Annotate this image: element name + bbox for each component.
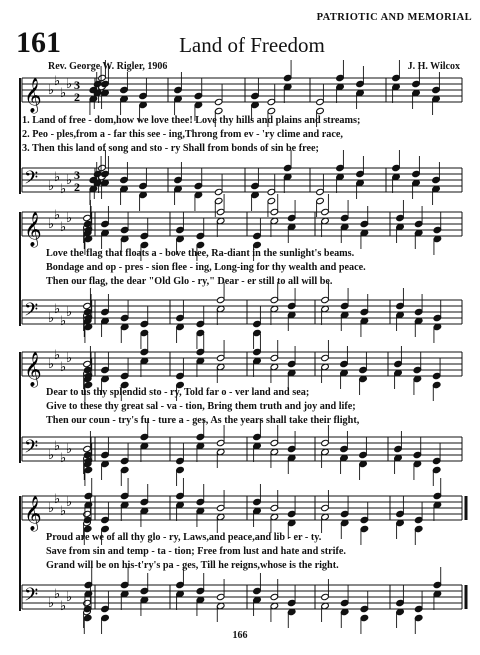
bass-clef-icon: 𝄢 [24, 437, 39, 462]
flat-icon: ♭ [54, 74, 61, 89]
time-signature-digit: 3 [74, 78, 80, 92]
lyric-line [0, 142, 480, 156]
bass-clef-icon: 𝄢 [24, 300, 39, 325]
flat-icon: ♭ [60, 314, 67, 329]
flat-icon: ♭ [48, 217, 55, 232]
lyric-text: Proud are we of all thy glo - ry, Laws,and peace,and lib - er - ty. [46, 532, 322, 543]
flat-icon: ♭ [60, 360, 67, 375]
composer-credit: J. H. Wilcox [407, 61, 460, 72]
flat-icon: ♭ [60, 86, 67, 101]
flat-icon: ♭ [48, 501, 55, 516]
lyric-text: Love the flag that floats a - bove thee, Ra-diant in the sunlight's beams. [46, 248, 355, 259]
page-number: 166 [232, 630, 248, 641]
flat-icon: ♭ [48, 596, 55, 611]
flat-icon: ♭ [60, 182, 67, 197]
lyric-line [0, 545, 480, 559]
flat-icon: ♭ [66, 351, 73, 366]
flat-icon: ♭ [66, 495, 73, 510]
flat-icon: ♭ [66, 77, 73, 92]
flat-icon: ♭ [48, 448, 55, 463]
lyric-text: Then our coun - try's fu - ture a - ges, As the years shall take their flight, [46, 415, 360, 426]
lyric-text: Dear to us thy splendid sto - ry, Told far o - ver land and sea; [46, 387, 310, 398]
flat-icon: ♭ [66, 211, 73, 226]
section-header: PATRIOTIC AND MEMORIAL [316, 12, 472, 23]
time-signature-digit: 2 [74, 180, 80, 194]
lyric-line [0, 128, 480, 142]
lyric-text: Save from sin and temp - ta - tion; Free from lust and hate and strife. [46, 546, 346, 557]
lyric-line [0, 386, 480, 400]
flat-icon: ♭ [48, 83, 55, 98]
lyric-text: 2. Peo - ples,from a - far this see - ing,Throng from ev - 'ry clime and race, [22, 129, 343, 140]
lyric-line [0, 247, 480, 261]
lyric-text: 3. Then this land of song and sto - ry Shall from bonds of sin be free; [22, 143, 319, 154]
lyric-line [0, 261, 480, 275]
flat-icon: ♭ [60, 599, 67, 614]
time-signature-digit: 3 [74, 168, 80, 182]
flat-icon: ♭ [54, 348, 61, 363]
lyric-text: 1. Land of free - dom,how we love thee! Love thy hills and plains and streams; [22, 115, 361, 126]
flat-icon: ♭ [54, 170, 61, 185]
lyric-line [0, 531, 480, 545]
treble-clef-icon: 𝄞 [24, 212, 42, 247]
flat-icon: ♭ [66, 442, 73, 457]
bass-clef-icon: 𝄢 [24, 168, 39, 193]
lyric-text: Bondage and op - pres - sion flee - ing, Long-ing for thy wealth and peace. [46, 262, 366, 273]
lyric-line [0, 400, 480, 414]
flat-icon: ♭ [54, 492, 61, 507]
treble-clef-icon: 𝄞 [24, 352, 42, 387]
flat-icon: ♭ [66, 173, 73, 188]
flat-icon: ♭ [66, 305, 73, 320]
lyric-line [0, 559, 480, 573]
flat-icon: ♭ [54, 587, 61, 602]
lyricist-credit: Rev. George W. Rigler, 1906 [48, 61, 168, 72]
lyric-text: Give to these thy great sal - va - tion, Bring them truth and joy and life; [46, 401, 356, 412]
flat-icon: ♭ [60, 220, 67, 235]
lyric-line [0, 414, 480, 428]
flat-icon: ♭ [54, 439, 61, 454]
lyric-text: Grand will be on his-t'ry's pa - ges, Till he reigns,whose is the right. [46, 560, 339, 571]
time-signature-digit: 2 [74, 90, 80, 104]
flat-icon: ♭ [48, 357, 55, 372]
flat-icon: ♭ [48, 311, 55, 326]
flat-icon: ♭ [54, 208, 61, 223]
hymn-title: Land of Freedom [179, 33, 325, 57]
flat-icon: ♭ [48, 179, 55, 194]
treble-clef-icon: 𝄞 [24, 78, 42, 113]
flat-icon: ♭ [60, 451, 67, 466]
lyric-line [0, 275, 480, 289]
lyric-line [0, 114, 480, 128]
hymn-number: 161 [16, 26, 61, 59]
bass-clef-icon: 𝄢 [24, 585, 39, 610]
flat-icon: ♭ [54, 302, 61, 317]
treble-clef-icon: 𝄞 [24, 496, 42, 531]
lyric-text: Then our flag, the dear "Old Glo - ry," Dear - er still to all will be. [46, 276, 333, 287]
flat-icon: ♭ [60, 504, 67, 519]
flat-icon: ♭ [66, 590, 73, 605]
